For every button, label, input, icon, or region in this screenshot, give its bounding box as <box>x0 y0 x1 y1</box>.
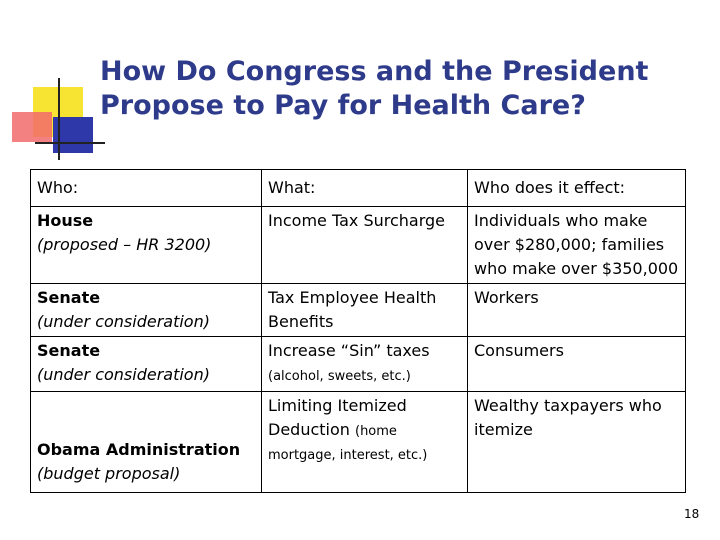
what-label: Increase “Sin” taxes <box>268 341 430 360</box>
slide-title-line-2: Propose to Pay for Health Care? <box>100 90 586 121</box>
who-note: (proposed – HR 3200) <box>37 235 212 254</box>
effect-cell <box>468 284 686 337</box>
who-cell <box>31 284 262 337</box>
effect-cell <box>468 392 686 493</box>
effect-label: Consumers <box>474 341 564 360</box>
header-who: Who: <box>31 170 262 207</box>
who-label: Senate <box>37 288 101 307</box>
page-number: 18 <box>684 507 700 521</box>
table-row <box>31 207 686 284</box>
who-cell <box>31 392 262 493</box>
who-label: Senate <box>37 341 101 360</box>
what-label: Limiting Itemized Deduction <box>268 396 407 439</box>
what-note-inline: (home <box>355 424 397 439</box>
decor-horizontal-line <box>35 142 105 144</box>
table-header-row <box>31 170 686 207</box>
what-cell <box>262 337 468 392</box>
who-note: (under consideration) <box>37 312 210 331</box>
health-care-funding-table <box>30 169 686 493</box>
what-note: (alcohol, sweets, etc.) <box>268 369 411 384</box>
who-label: House <box>37 211 94 230</box>
who-note: (budget proposal) <box>37 464 181 483</box>
who-note: (under consideration) <box>37 365 210 384</box>
what-cell <box>262 392 468 493</box>
table-row <box>31 392 686 493</box>
effect-label: Wealthy taxpayers who itemize <box>474 396 662 439</box>
what-label: Income Tax Surcharge <box>268 211 446 230</box>
effect-cell <box>468 337 686 392</box>
table-row <box>31 284 686 337</box>
who-label: Obama Administration <box>37 440 241 459</box>
table-row <box>31 337 686 392</box>
what-cell <box>262 207 468 284</box>
what-note: mortgage, interest, etc.) <box>268 448 428 463</box>
what-cell <box>262 284 468 337</box>
slide-title <box>100 55 700 123</box>
header-what: What: <box>262 170 468 207</box>
effect-label: Workers <box>474 288 539 307</box>
header-effect: Who does it effect: <box>468 170 686 207</box>
decor-red-square <box>12 112 52 142</box>
effect-label: Individuals who make over $280,000; families who make over $350,000 <box>474 211 679 278</box>
what-label: Tax Employee Health Benefits <box>268 288 437 331</box>
who-cell <box>31 207 262 284</box>
effect-cell <box>468 207 686 284</box>
decor-vertical-line <box>58 78 60 160</box>
who-cell <box>31 337 262 392</box>
slide-title-line-1: How Do Congress and the President <box>100 56 649 87</box>
